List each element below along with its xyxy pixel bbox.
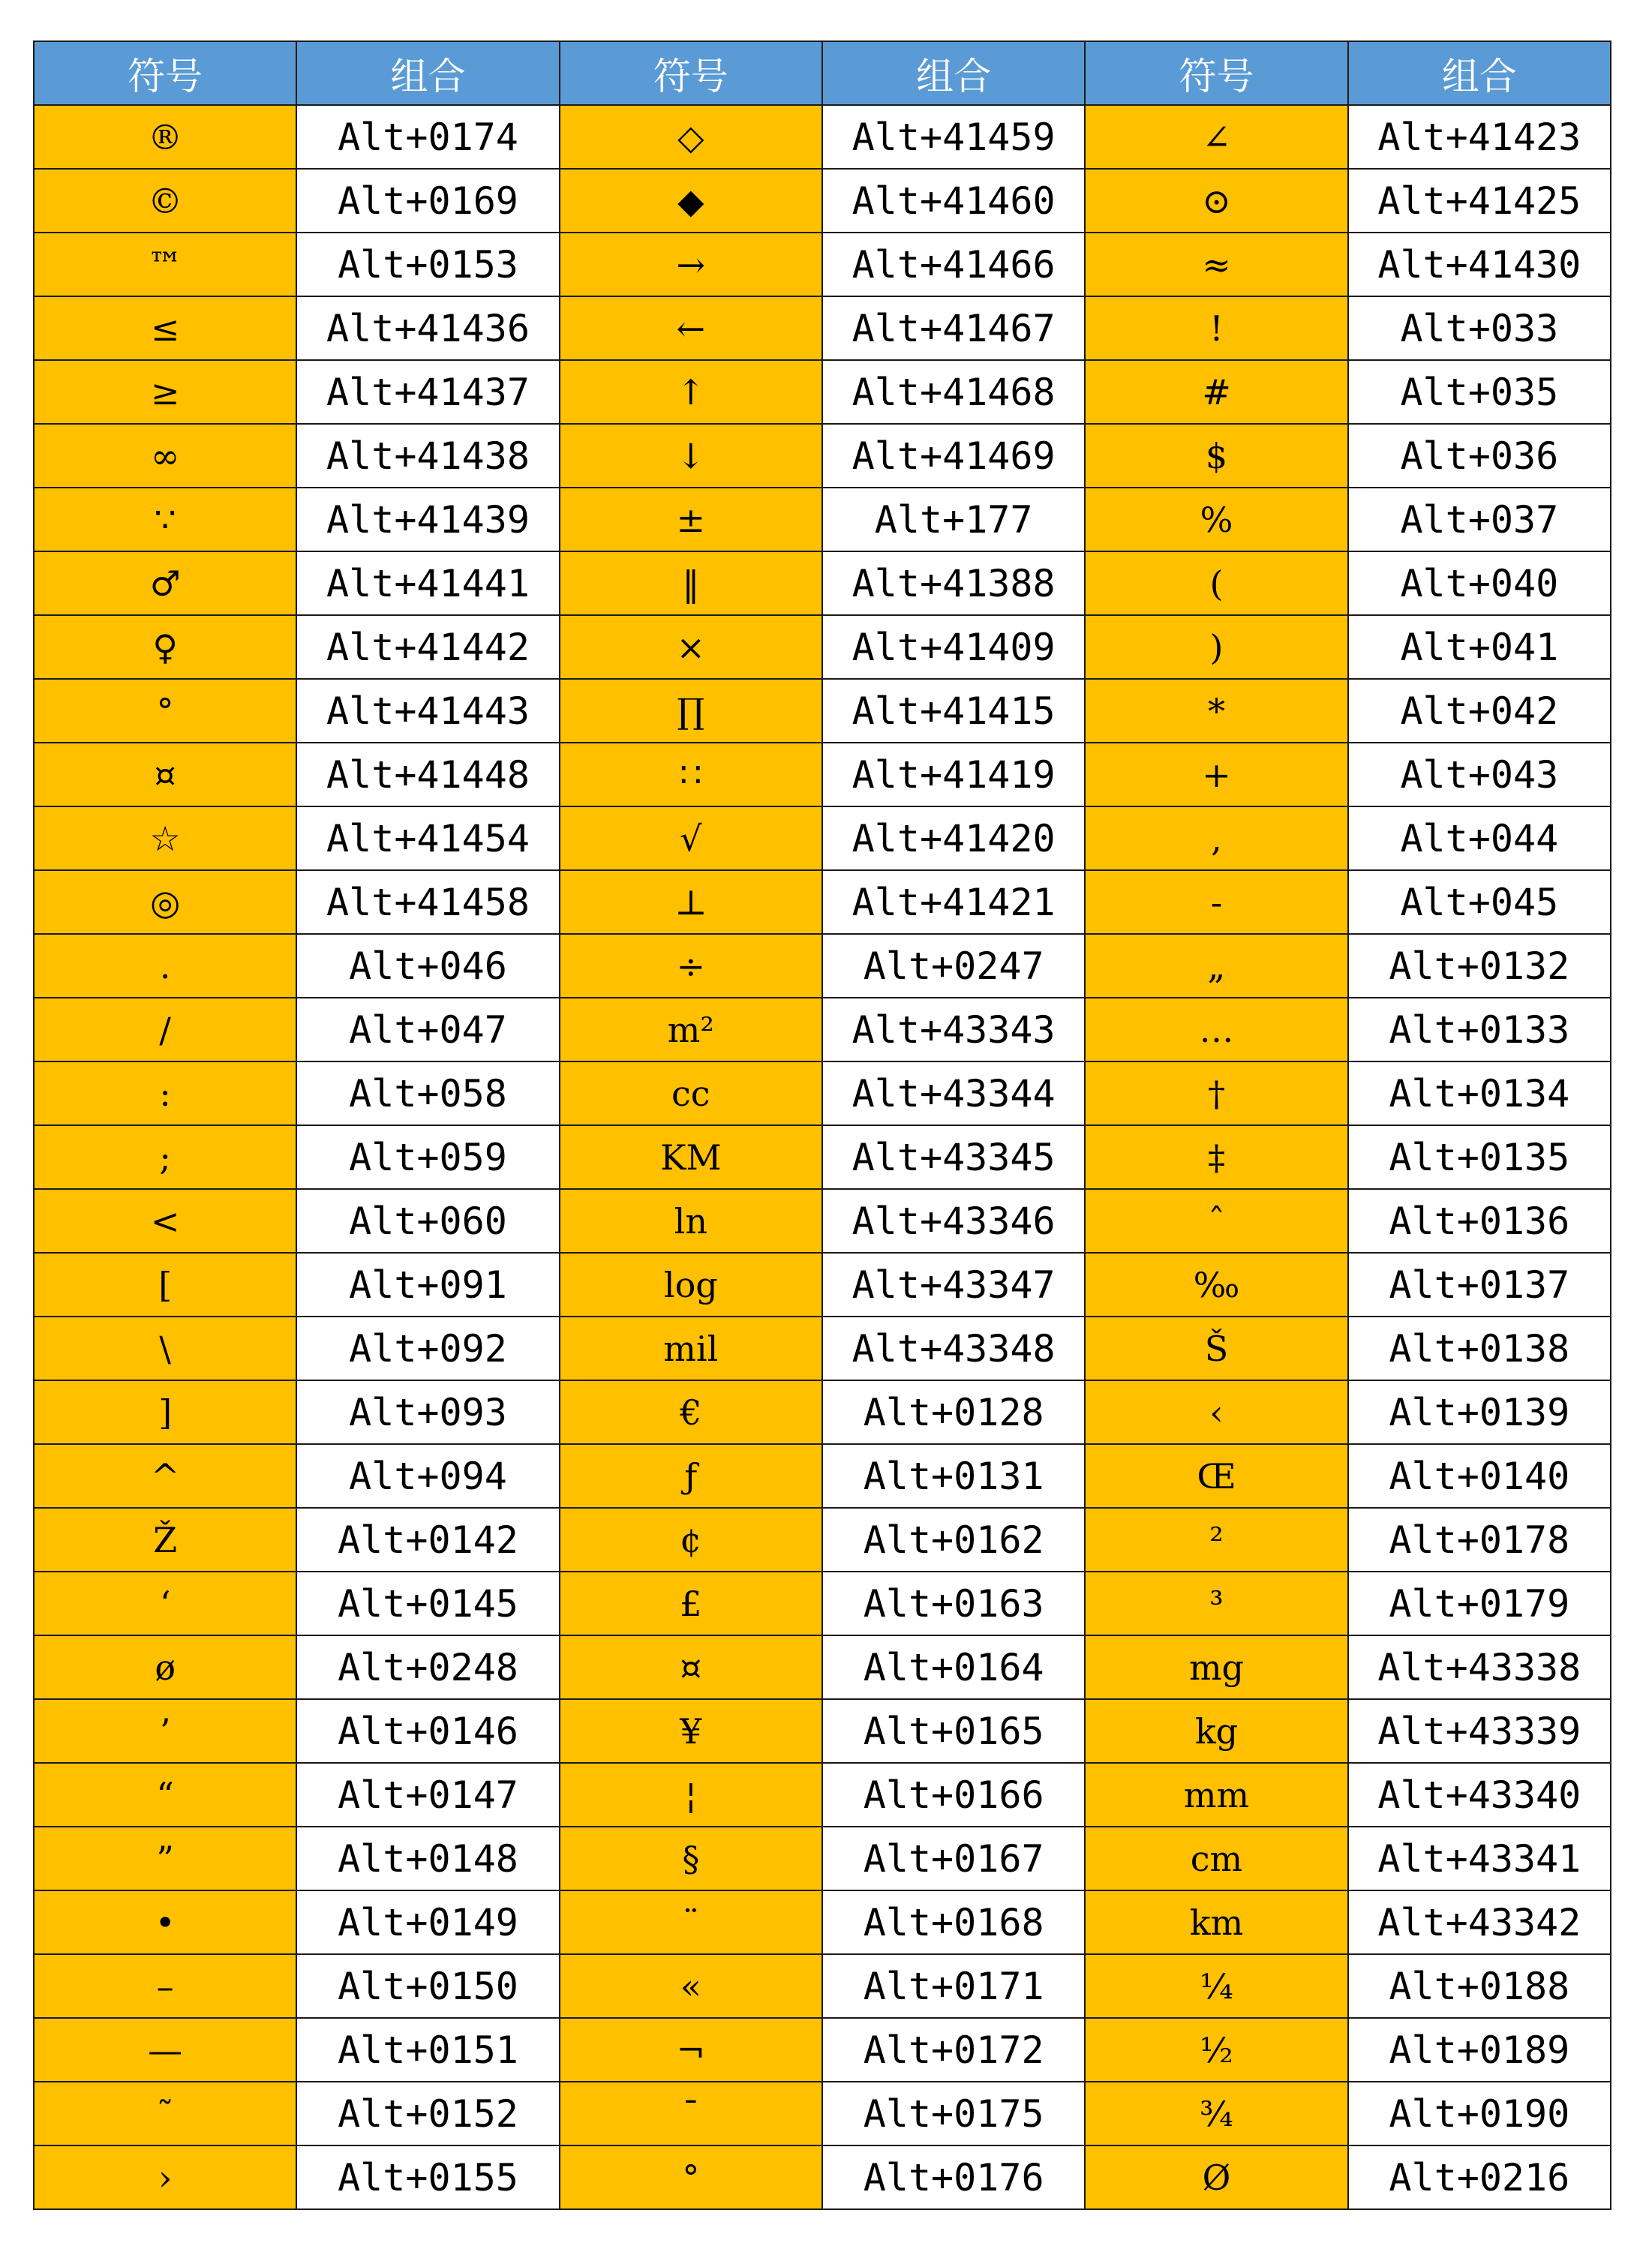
symbol-cell: ¤ (34, 743, 296, 806)
alt-code-cell: Alt+41437 (296, 360, 559, 424)
symbol-cell: ; (34, 1125, 296, 1189)
alt-code-cell: Alt+41467 (822, 296, 1085, 360)
alt-code-cell: Alt+41436 (296, 296, 559, 360)
table-row (34, 1890, 1611, 1954)
alt-code-cell: Alt+0172 (822, 2018, 1085, 2082)
symbol-cell: ! (1085, 296, 1347, 360)
alt-code-cell: Alt+177 (822, 488, 1085, 551)
symbol-cell: — (34, 2018, 296, 2082)
symbol-cell: ← (560, 296, 822, 360)
header-symbol: 符号 (34, 41, 296, 105)
symbol-cell: € (560, 1380, 822, 1444)
alt-code-cell: Alt+091 (296, 1253, 559, 1317)
header-combination: 组合 (822, 41, 1085, 105)
symbol-cell: . (34, 934, 296, 998)
alt-code-cell: Alt+040 (1348, 551, 1611, 615)
alt-code-cell: Alt+0128 (822, 1380, 1085, 1444)
alt-code-cell: Alt+41420 (822, 806, 1085, 870)
symbol-cell: ◇ (560, 105, 822, 169)
table-row (34, 2145, 1611, 2209)
table-row (34, 2018, 1611, 2082)
symbol-cell: ° (34, 679, 296, 743)
symbol-cell: % (1085, 488, 1347, 551)
alt-code-cell: Alt+092 (296, 1317, 559, 1380)
symbol-cell: § (560, 1827, 822, 1890)
symbol-cell: ² (1085, 1508, 1347, 1572)
table-body (34, 105, 1611, 2209)
alt-code-cell: Alt+0179 (1348, 1572, 1611, 1635)
alt-code-cell: Alt+0248 (296, 1635, 559, 1699)
alt-code-cell: Alt+0165 (822, 1699, 1085, 1763)
symbol-cell: : (34, 1061, 296, 1125)
symbol-cell: cc (560, 1061, 822, 1125)
symbol-cell: # (1085, 360, 1347, 424)
symbol-cell: ˆ (1085, 1189, 1347, 1253)
alt-code-cell: Alt+41438 (296, 424, 559, 488)
symbol-cell: ≤ (34, 296, 296, 360)
alt-code-cell: Alt+0137 (1348, 1253, 1611, 1317)
symbol-cell: ♀ (34, 615, 296, 679)
table-row (34, 1572, 1611, 1635)
alt-code-cell: Alt+044 (1348, 806, 1611, 870)
symbol-cell: ☆ (34, 806, 296, 870)
symbol-cell: - (1085, 870, 1347, 934)
alt-code-cell: Alt+41459 (822, 105, 1085, 169)
alt-code-cell: Alt+41460 (822, 169, 1085, 233)
symbol-cell: ≥ (34, 360, 296, 424)
alt-code-cell: Alt+0168 (822, 1890, 1085, 1954)
alt-code-cell: Alt+094 (296, 1444, 559, 1508)
symbol-cell: • (34, 1890, 296, 1954)
symbol-cell: ‘ (34, 1572, 296, 1635)
symbol-cell: ∵ (34, 488, 296, 551)
table-row (34, 1635, 1611, 1699)
symbol-cell: × (560, 615, 822, 679)
alt-code-cell: Alt+046 (296, 934, 559, 998)
alt-code-cell: Alt+41441 (296, 551, 559, 615)
alt-code-cell: Alt+033 (1348, 296, 1611, 360)
alt-code-cell: Alt+041 (1348, 615, 1611, 679)
symbol-cell: \ (34, 1317, 296, 1380)
symbol-cell: ¤ (560, 1635, 822, 1699)
symbol-cell: mil (560, 1317, 822, 1380)
symbol-cell: “ (34, 1763, 296, 1827)
table-row (34, 1954, 1611, 2018)
alt-code-cell: Alt+0163 (822, 1572, 1085, 1635)
symbol-cell: – (34, 1954, 296, 2018)
symbol-cell: ÷ (560, 934, 822, 998)
symbol-cell: ‹ (1085, 1380, 1347, 1444)
table-row (34, 296, 1611, 360)
symbol-cell: ∷ (560, 743, 822, 806)
symbol-cell: ¯ (560, 2082, 822, 2145)
symbol-cell: Ž (34, 1508, 296, 1572)
table-row (34, 679, 1611, 743)
table-row (34, 1125, 1611, 1189)
symbol-cell: m² (560, 998, 822, 1061)
alt-code-cell: Alt+0178 (1348, 1508, 1611, 1572)
symbol-cell: ³ (1085, 1572, 1347, 1635)
alt-code-cell: Alt+43341 (1348, 1827, 1611, 1890)
header-symbol: 符号 (1085, 41, 1347, 105)
table-row (34, 2082, 1611, 2145)
symbol-cell: ½ (1085, 2018, 1347, 2082)
symbol-cell: → (560, 233, 822, 296)
alt-code-cell: Alt+0167 (822, 1827, 1085, 1890)
symbol-cell: ln (560, 1189, 822, 1253)
alt-code-cell: Alt+045 (1348, 870, 1611, 934)
alt-code-cell: Alt+41419 (822, 743, 1085, 806)
table-row (34, 1189, 1611, 1253)
symbol-cell: ¥ (560, 1699, 822, 1763)
table-row (34, 1699, 1611, 1763)
symbol-cell: ♂ (34, 551, 296, 615)
alt-code-cell: Alt+0190 (1348, 2082, 1611, 2145)
alt-code-cell: Alt+43348 (822, 1317, 1085, 1380)
alt-code-cell: Alt+0139 (1348, 1380, 1611, 1444)
symbol-cell: ◎ (34, 870, 296, 934)
table-row (34, 424, 1611, 488)
symbol-cell: ‰ (1085, 1253, 1347, 1317)
symbol-cell: ⊙ (1085, 169, 1347, 233)
symbol-cell: ‖ (560, 551, 822, 615)
alt-code-cell: Alt+41409 (822, 615, 1085, 679)
alt-code-cell: Alt+047 (296, 998, 559, 1061)
alt-code-cell: Alt+0149 (296, 1890, 559, 1954)
symbol-cell: Œ (1085, 1444, 1347, 1508)
alt-code-cell: Alt+0148 (296, 1827, 559, 1890)
alt-code-cell: Alt+41439 (296, 488, 559, 551)
alt-code-cell: Alt+059 (296, 1125, 559, 1189)
alt-code-cell: Alt+43345 (822, 1125, 1085, 1189)
alt-code-cell: Alt+0132 (1348, 934, 1611, 998)
alt-code-cell: Alt+0216 (1348, 2145, 1611, 2209)
alt-code-cell: Alt+0147 (296, 1763, 559, 1827)
alt-code-cell: Alt+41425 (1348, 169, 1611, 233)
symbol-cell: ) (1085, 615, 1347, 679)
alt-code-cell: Alt+43339 (1348, 1699, 1611, 1763)
symbol-cell: ∞ (34, 424, 296, 488)
alt-code-cell: Alt+41415 (822, 679, 1085, 743)
symbol-cell: › (34, 2145, 296, 2209)
alt-code-cell: Alt+0188 (1348, 1954, 1611, 2018)
table-row (34, 169, 1611, 233)
symbol-cell: < (34, 1189, 296, 1253)
alt-code-cell: Alt+0142 (296, 1508, 559, 1572)
symbol-cell: ∠ (1085, 105, 1347, 169)
alt-code-cell: Alt+41423 (1348, 105, 1611, 169)
alt-code-cell: Alt+0155 (296, 2145, 559, 2209)
alt-code-cell: Alt+41466 (822, 233, 1085, 296)
alt-code-cell: Alt+43343 (822, 998, 1085, 1061)
alt-code-cell: Alt+43347 (822, 1253, 1085, 1317)
alt-code-cell: Alt+0131 (822, 1444, 1085, 1508)
alt-code-cell: Alt+0145 (296, 1572, 559, 1635)
alt-code-cell: Alt+093 (296, 1380, 559, 1444)
table-row (34, 360, 1611, 424)
symbol-cell: ¦ (560, 1763, 822, 1827)
alt-code-cell: Alt+0169 (296, 169, 559, 233)
table-row (34, 1061, 1611, 1125)
symbol-cell: ’ (34, 1699, 296, 1763)
symbol-cell: Ø (1085, 2145, 1347, 2209)
symbol-cell: „ (1085, 934, 1347, 998)
table-row (34, 806, 1611, 870)
symbol-cell: ⊥ (560, 870, 822, 934)
symbol-cell: mg (1085, 1635, 1347, 1699)
alt-code-cell: Alt+41443 (296, 679, 559, 743)
symbol-cell: ◆ (560, 169, 822, 233)
alt-code-cell: Alt+058 (296, 1061, 559, 1125)
alt-code-cell: Alt+043 (1348, 743, 1611, 806)
symbol-cell: kg (1085, 1699, 1347, 1763)
symbol-cell: ( (1085, 551, 1347, 615)
table-row (34, 1827, 1611, 1890)
symbol-cell: ↓ (560, 424, 822, 488)
alt-code-cell: Alt+035 (1348, 360, 1611, 424)
alt-code-cell: Alt+0176 (822, 2145, 1085, 2209)
table-row (34, 870, 1611, 934)
symbol-cell: ø (34, 1635, 296, 1699)
table-row (34, 934, 1611, 998)
table-row (34, 998, 1611, 1061)
table-row (34, 1508, 1611, 1572)
header-symbol: 符号 (560, 41, 822, 105)
alt-code-cell: Alt+43342 (1348, 1890, 1611, 1954)
alt-code-cell: Alt+0138 (1348, 1317, 1611, 1380)
alt-code-cell: Alt+41448 (296, 743, 559, 806)
header-combination: 组合 (1348, 41, 1611, 105)
symbol-cell: ¢ (560, 1508, 822, 1572)
symbol-cell: ˜ (34, 2082, 296, 2145)
alt-code-cell: Alt+41430 (1348, 233, 1611, 296)
header-combination: 组合 (296, 41, 559, 105)
symbol-cell: / (34, 998, 296, 1061)
symbol-cell: cm (1085, 1827, 1347, 1890)
alt-code-cell: Alt+43346 (822, 1189, 1085, 1253)
alt-code-cell: Alt+0175 (822, 2082, 1085, 2145)
symbol-cell: † (1085, 1061, 1347, 1125)
symbol-cell: £ (560, 1572, 822, 1635)
alt-code-cell: Alt+0150 (296, 1954, 559, 2018)
alt-code-cell: Alt+0166 (822, 1763, 1085, 1827)
symbol-cell: [ (34, 1253, 296, 1317)
symbol-cell: mm (1085, 1763, 1347, 1827)
symbol-cell: ƒ (560, 1444, 822, 1508)
symbol-cell: ^ (34, 1444, 296, 1508)
symbol-cell: ¬ (560, 2018, 822, 2082)
symbol-cell: Š (1085, 1317, 1347, 1380)
symbol-cell: ¨ (560, 1890, 822, 1954)
symbol-cell: KM (560, 1125, 822, 1189)
symbol-cell: $ (1085, 424, 1347, 488)
table-row (34, 105, 1611, 169)
alt-code-table (33, 41, 1611, 2210)
alt-code-cell: Alt+0134 (1348, 1061, 1611, 1125)
table-row (34, 233, 1611, 296)
symbol-cell: ≈ (1085, 233, 1347, 296)
symbol-cell: log (560, 1253, 822, 1317)
symbol-cell: , (1085, 806, 1347, 870)
symbol-cell: ] (34, 1380, 296, 1444)
table-row (34, 1380, 1611, 1444)
symbol-cell: ® (34, 105, 296, 169)
symbol-cell: ± (560, 488, 822, 551)
alt-code-cell: Alt+0162 (822, 1508, 1085, 1572)
alt-code-cell: Alt+0189 (1348, 2018, 1611, 2082)
alt-code-cell: Alt+0247 (822, 934, 1085, 998)
symbol-cell: ∏ (560, 679, 822, 743)
alt-code-cell: Alt+43338 (1348, 1635, 1611, 1699)
symbol-cell: ↑ (560, 360, 822, 424)
alt-code-cell: Alt+0140 (1348, 1444, 1611, 1508)
symbol-cell: ¾ (1085, 2082, 1347, 2145)
symbol-cell: * (1085, 679, 1347, 743)
table-row (34, 1253, 1611, 1317)
alt-code-cell: Alt+0133 (1348, 998, 1611, 1061)
alt-code-cell: Alt+0136 (1348, 1189, 1611, 1253)
alt-code-cell: Alt+0135 (1348, 1125, 1611, 1189)
alt-code-cell: Alt+0152 (296, 2082, 559, 2145)
symbol-cell: … (1085, 998, 1347, 1061)
alt-code-cell: Alt+0146 (296, 1699, 559, 1763)
symbol-cell: « (560, 1954, 822, 2018)
alt-code-cell: Alt+0151 (296, 2018, 559, 2082)
alt-code-cell: Alt+41468 (822, 360, 1085, 424)
table-row (34, 551, 1611, 615)
symbol-cell: √ (560, 806, 822, 870)
alt-code-cell: Alt+0153 (296, 233, 559, 296)
symbol-cell: ” (34, 1827, 296, 1890)
table-row (34, 1763, 1611, 1827)
alt-code-cell: Alt+41469 (822, 424, 1085, 488)
table-row (34, 1317, 1611, 1380)
table-row (34, 1444, 1611, 1508)
alt-code-cell: Alt+41454 (296, 806, 559, 870)
table-row (34, 743, 1611, 806)
symbol-cell: © (34, 169, 296, 233)
alt-code-cell: Alt+042 (1348, 679, 1611, 743)
alt-code-cell: Alt+037 (1348, 488, 1611, 551)
table-row (34, 615, 1611, 679)
alt-code-cell: Alt+0174 (296, 105, 559, 169)
alt-code-cell: Alt+060 (296, 1189, 559, 1253)
header-row (34, 41, 1611, 105)
alt-code-cell: Alt+0171 (822, 1954, 1085, 2018)
symbol-cell: ° (560, 2145, 822, 2209)
alt-code-cell: Alt+41421 (822, 870, 1085, 934)
alt-code-cell: Alt+41388 (822, 551, 1085, 615)
symbol-cell: ¼ (1085, 1954, 1347, 2018)
symbol-cell: ‡ (1085, 1125, 1347, 1189)
alt-code-cell: Alt+43344 (822, 1061, 1085, 1125)
alt-code-cell: Alt+43340 (1348, 1763, 1611, 1827)
symbol-cell: ™ (34, 233, 296, 296)
alt-code-cell: Alt+41458 (296, 870, 559, 934)
alt-code-cell: Alt+036 (1348, 424, 1611, 488)
symbol-cell: + (1085, 743, 1347, 806)
alt-code-cell: Alt+0164 (822, 1635, 1085, 1699)
alt-code-cell: Alt+41442 (296, 615, 559, 679)
table-row (34, 488, 1611, 551)
symbol-cell: km (1085, 1890, 1347, 1954)
